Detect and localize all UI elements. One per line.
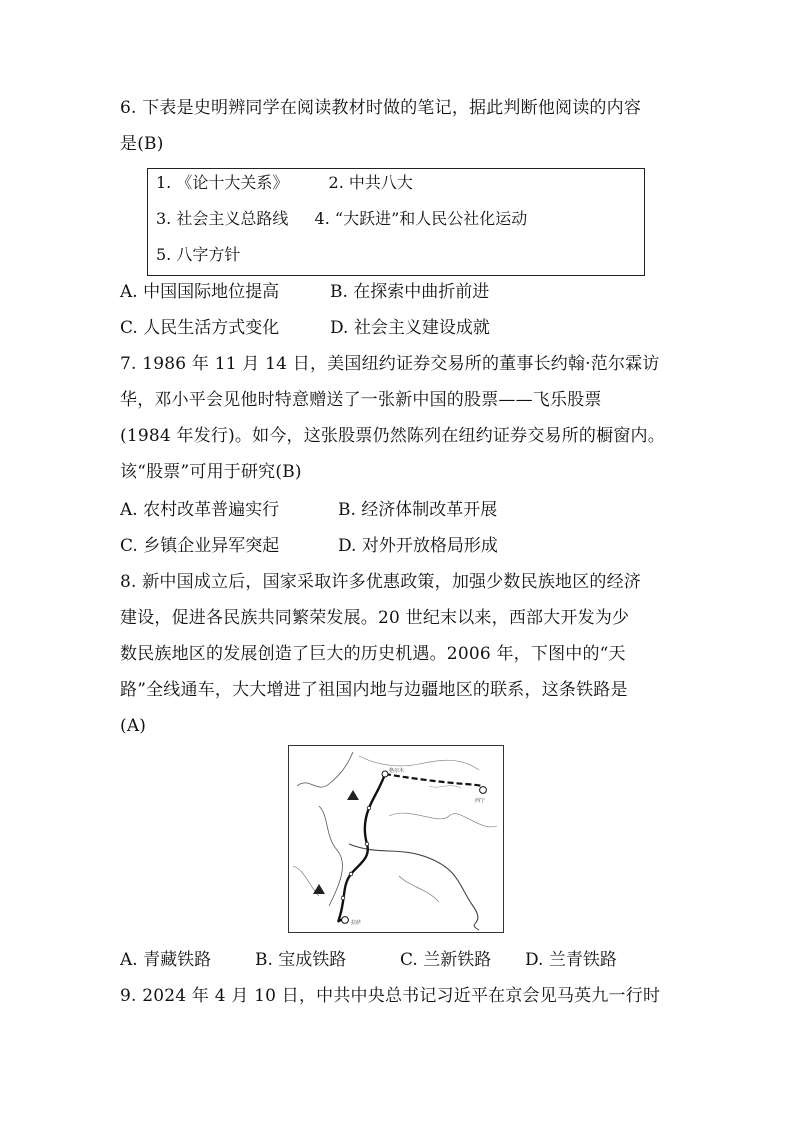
- q7-stem-line2: 华，邓小平会见他时特意赠送了一张新中国的股票——飞乐股票: [120, 390, 602, 410]
- station-dot-4: [341, 896, 345, 900]
- river-line-4: [399, 876, 439, 902]
- label-golmud: 格尔木: [389, 768, 405, 774]
- q8-stem-line1: 8. 新中国成立后，国家采取许多优惠政策，加强少数民族地区的经济: [120, 572, 642, 592]
- q7-option-d[interactable]: D. 对外开放格局形成: [338, 536, 498, 556]
- q8-stem-line5: (A): [120, 716, 147, 736]
- q7-option-b[interactable]: B. 经济体制改革开展: [338, 500, 498, 520]
- q6-table-item1: 1. 《论十大关系》: [156, 173, 289, 192]
- q8-option-b[interactable]: B. 宝成铁路: [255, 950, 347, 970]
- q8-option-d[interactable]: D. 兰青铁路: [525, 950, 617, 970]
- q7-option-c[interactable]: C. 乡镇企业异军突起: [120, 536, 280, 556]
- station-dot-1: [367, 806, 371, 810]
- boundary-line-1: [359, 756, 479, 770]
- q6-table-row1: [156, 173, 413, 193]
- q6-table-item3: 3. 社会主义总路线: [156, 209, 289, 228]
- railway-map-figure: [288, 745, 504, 933]
- label-lhasa: 拉萨: [351, 920, 362, 926]
- station-lhasa: [342, 917, 349, 924]
- q6-stem-line2: 是(B): [120, 134, 164, 154]
- station-dot-2: [365, 842, 369, 846]
- q8-option-a[interactable]: A. 青藏铁路: [120, 950, 212, 970]
- q6-notes-table: [147, 168, 645, 276]
- q7-stem-line3: (1984 年发行)。如今，这张股票仍然陈列在纽约证券交易所的橱窗内。: [120, 426, 665, 446]
- river-line-6: [429, 786, 461, 788]
- q7-option-a[interactable]: A. 农村改革普遍实行: [120, 500, 280, 520]
- q8-stem-line2: 建设，促进各民族共同繁荣发展。20 世纪末以来，西部大开发为少: [120, 608, 630, 628]
- river-line-3: [349, 844, 479, 930]
- q6-option-d[interactable]: D. 社会主义建设成就: [330, 318, 490, 338]
- q6-table-row3: [156, 245, 240, 265]
- station-golmud: [382, 771, 388, 777]
- q6-table-row2: [156, 209, 527, 229]
- label-xining: 西宁: [475, 798, 486, 804]
- mountain-icon-1: [347, 790, 359, 800]
- q6-table-item2: 2. 中共八大: [328, 173, 413, 192]
- q6-table-item4: 4. “大跃进”和人民公社化运动: [314, 209, 528, 228]
- railway-branch-line: [385, 774, 483, 790]
- station-dot-3: [349, 872, 353, 876]
- boundary-line-2: [389, 813, 497, 827]
- q6-option-b[interactable]: B. 在探索中曲折前进: [330, 282, 490, 302]
- q8-stem-line3: 数民族地区的发展创造了巨大的历史机遇。2006 年，下图中的“天: [120, 644, 626, 664]
- q8-option-c[interactable]: C. 兰新铁路: [400, 950, 492, 970]
- q6-stem-line1: 6. 下表是史明辨同学在阅读教材时做的笔记，据此判断他阅读的内容: [120, 98, 642, 118]
- q9-stem-line1: 9. 2024 年 4 月 10 日，中共中央总书记习近平在京会见马英九一行时: [120, 986, 661, 1006]
- station-xining: [480, 787, 487, 794]
- q8-stem-line4: 路”全线通车，大大增进了祖国内地与边疆地区的联系，这条铁路是: [120, 680, 628, 700]
- mountain-icon-2: [313, 884, 325, 894]
- railway-map: [289, 746, 503, 932]
- q6-table-item5: 5. 八字方针: [156, 245, 241, 264]
- q6-option-c[interactable]: C. 人民生活方式变化: [120, 318, 280, 338]
- q6-option-a[interactable]: A. 中国国际地位提高: [120, 282, 280, 302]
- q7-stem-line4: 该“股票”可用于研究(B): [120, 462, 302, 482]
- river-line-1: [297, 752, 353, 787]
- q7-stem-line1: 7. 1986 年 11 月 14 日，美国纽约证券交易所的董事长约翰·范尔霖访: [120, 354, 660, 374]
